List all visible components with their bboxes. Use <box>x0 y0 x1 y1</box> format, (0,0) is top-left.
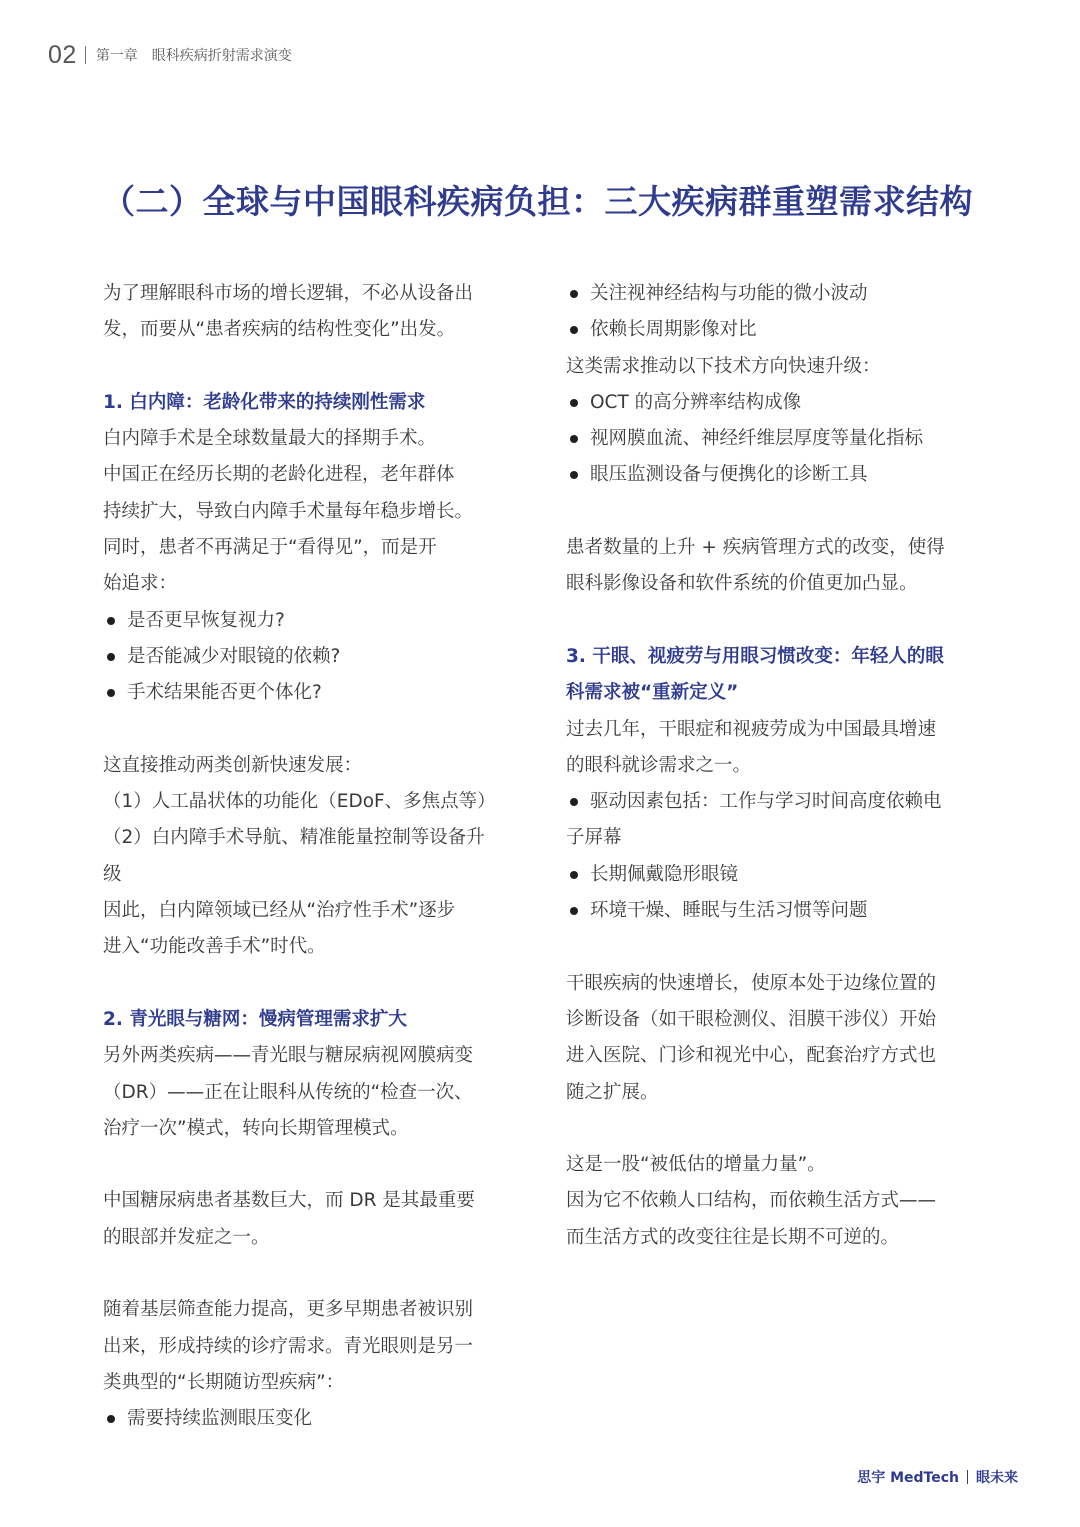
bullet-item <box>566 385 990 421</box>
bullet-text: 是否能减少对眼镜的依赖? <box>127 645 341 667</box>
body-text-line: 中国正在经历长期的老龄化进程，老年群体 <box>103 464 455 486</box>
bullet-text: 关注视神经结构与功能的微小波动 <box>590 283 868 304</box>
bullet-item <box>103 603 527 639</box>
bullet-text: 视网膜血流、神经纤维层厚度等量化指标 <box>590 428 924 450</box>
bullet-text: 手术结果能否更个体化? <box>127 682 322 704</box>
subsection-heading: 科需求被“重新定义” <box>566 682 739 704</box>
footer-slogan: 眼未来 <box>976 1470 1018 1486</box>
body-text-line: （DR）——正在让眼科从传统的“检查一次、 <box>103 1081 473 1103</box>
paragraph-spacer <box>566 929 990 965</box>
bullet-text: 依赖长周期影像对比 <box>590 319 757 341</box>
bullet-text: OCT 的高分辨率结构成像 <box>590 391 802 413</box>
left-column <box>103 276 527 1438</box>
bullet-item <box>566 276 990 312</box>
bullet-dot-icon <box>570 326 578 334</box>
body-text-line: 这类需求推动以下技术方向快速升级： <box>566 355 881 377</box>
paragraph-spacer <box>566 603 990 639</box>
body-text-line: 为了理解眼科市场的增长逻辑，不必从设备出 <box>103 283 474 304</box>
header-divider <box>85 46 86 64</box>
body-text-line: 发，而要从“患者疾病的结构性变化”出发。 <box>103 319 456 341</box>
page-number: 02 <box>48 40 77 69</box>
bullet-item <box>566 312 990 348</box>
subsection-heading: 3. 干眼、视疲劳与用眼习惯改变：年轻人的眼 <box>566 645 944 667</box>
body-text-line: 因此，白内障领域已经从“治疗性手术”逐步 <box>103 900 456 922</box>
body-text-line: 级 <box>103 863 122 885</box>
bullet-item <box>566 893 990 929</box>
body-text-line: 同时，患者不再满足于“看得见”，而是开 <box>103 537 437 559</box>
bullet-dot-icon <box>107 1415 115 1423</box>
right-column <box>566 276 990 1256</box>
bullet-item <box>566 857 990 893</box>
bullet-dot-icon <box>570 471 578 479</box>
subsection-heading: 2. 青光眼与糖网：慢病管理需求扩大 <box>103 1008 407 1030</box>
bullet-dot-icon <box>107 617 115 625</box>
paragraph-spacer <box>103 349 527 385</box>
body-text-line: 持续扩大，导致白内障手术量每年稳步增长。 <box>103 500 474 522</box>
body-text-line: 随着基层筛查能力提高，更多早期患者被识别 <box>103 1299 474 1321</box>
bullet-dot-icon <box>570 290 578 298</box>
body-text-line: （1）人工晶状体的功能化（EDoF、多焦点等） <box>103 791 496 813</box>
bullet-text: 是否更早恢复视力? <box>127 609 285 631</box>
section-title: （二）全球与中国眼科疾病负担：三大疾病群重塑需求结构 <box>102 182 973 221</box>
subsection-heading: 1. 白内障：老龄化带来的持续刚性需求 <box>103 391 426 413</box>
body-text-line: 因为它不依赖人口结构，而依赖生活方式—— <box>566 1190 937 1212</box>
bullet-item <box>566 457 990 493</box>
bullet-item <box>103 675 527 711</box>
bullet-dot-icon <box>570 907 578 915</box>
body-text-line: 随之扩展。 <box>566 1081 659 1103</box>
body-text-line: 的眼科就诊需求之一。 <box>566 754 752 776</box>
body-text-line: 始追求： <box>103 573 178 595</box>
bullet-dot-icon <box>570 435 578 443</box>
paragraph-spacer <box>103 712 527 748</box>
body-text-line: 进入“功能改善手术”时代。 <box>103 936 326 958</box>
body-text-line: 中国糖尿病患者基数巨大，而 DR 是其最重要 <box>103 1190 475 1212</box>
body-text-line: 进入医院、门诊和视光中心，配套治疗方式也 <box>566 1045 937 1067</box>
bullet-dot-icon <box>107 653 115 661</box>
body-text-line: 子屏幕 <box>566 827 622 849</box>
bullet-item <box>103 639 527 675</box>
body-text-line: 白内障手术是全球数量最大的择期手术。 <box>103 428 437 450</box>
bullet-text: 需要持续监测眼压变化 <box>127 1408 313 1430</box>
body-text-line: 类典型的“长期随访型疾病”： <box>103 1371 345 1393</box>
bullet-text: 环境干燥、睡眠与生活习惯等问题 <box>590 900 868 922</box>
page-footer <box>857 1467 1018 1487</box>
bullet-item <box>566 784 990 820</box>
footer-divider <box>967 1470 968 1484</box>
paragraph-spacer <box>566 494 990 530</box>
paragraph-spacer <box>566 1111 990 1147</box>
body-text-line: 眼科影像设备和软件系统的价值更加凸显。 <box>566 573 918 595</box>
paragraph-spacer <box>103 1256 527 1292</box>
body-text-line: 过去几年，干眼症和视疲劳成为中国最具增速 <box>566 718 937 740</box>
body-text-line: 这直接推动两类创新快速发展： <box>103 754 363 776</box>
body-text-line: 诊断设备（如干眼检测仪、泪膜干涉仪）开始 <box>566 1008 937 1030</box>
bullet-dot-icon <box>107 689 115 697</box>
body-text-line: （2）白内障手术导航、精准能量控制等设备升 <box>103 827 485 849</box>
bullet-dot-icon <box>570 798 578 806</box>
body-text-line: 的眼部并发症之一。 <box>103 1226 270 1248</box>
body-text-line: 这是一股“被低估的增量力量”。 <box>566 1154 826 1176</box>
body-text-line: 治疗一次”模式，转向长期管理模式。 <box>103 1117 409 1139</box>
bullet-text: 长期佩戴隐形眼镜 <box>590 863 739 885</box>
bullet-item <box>566 421 990 457</box>
body-text-line: 另外两类疾病——青光眼与糖尿病视网膜病变 <box>103 1045 474 1067</box>
bullet-dot-icon <box>570 399 578 407</box>
body-text-line: 干眼疾病的快速增长，使原本处于边缘位置的 <box>566 972 937 994</box>
footer-brand: 思宇 MedTech <box>857 1470 959 1486</box>
body-text-line: 而生活方式的改变往往是长期不可逆的。 <box>566 1226 900 1248</box>
bullet-text: 驱动因素包括：工作与学习时间高度依赖电 <box>590 791 942 813</box>
body-text-line: 出来，形成持续的诊疗需求。青光眼则是另一 <box>103 1335 474 1357</box>
bullet-text: 眼压监测设备与便携化的诊断工具 <box>590 464 868 486</box>
body-text-line: 患者数量的上升 + 疾病管理方式的改变，使得 <box>566 537 945 559</box>
page-header <box>48 38 292 72</box>
paragraph-spacer <box>103 1147 527 1183</box>
bullet-dot-icon <box>570 871 578 879</box>
chapter-title: 第一章 眼科疾病折射需求演变 <box>95 48 292 64</box>
bullet-item <box>103 1401 527 1437</box>
paragraph-spacer <box>103 966 527 1002</box>
